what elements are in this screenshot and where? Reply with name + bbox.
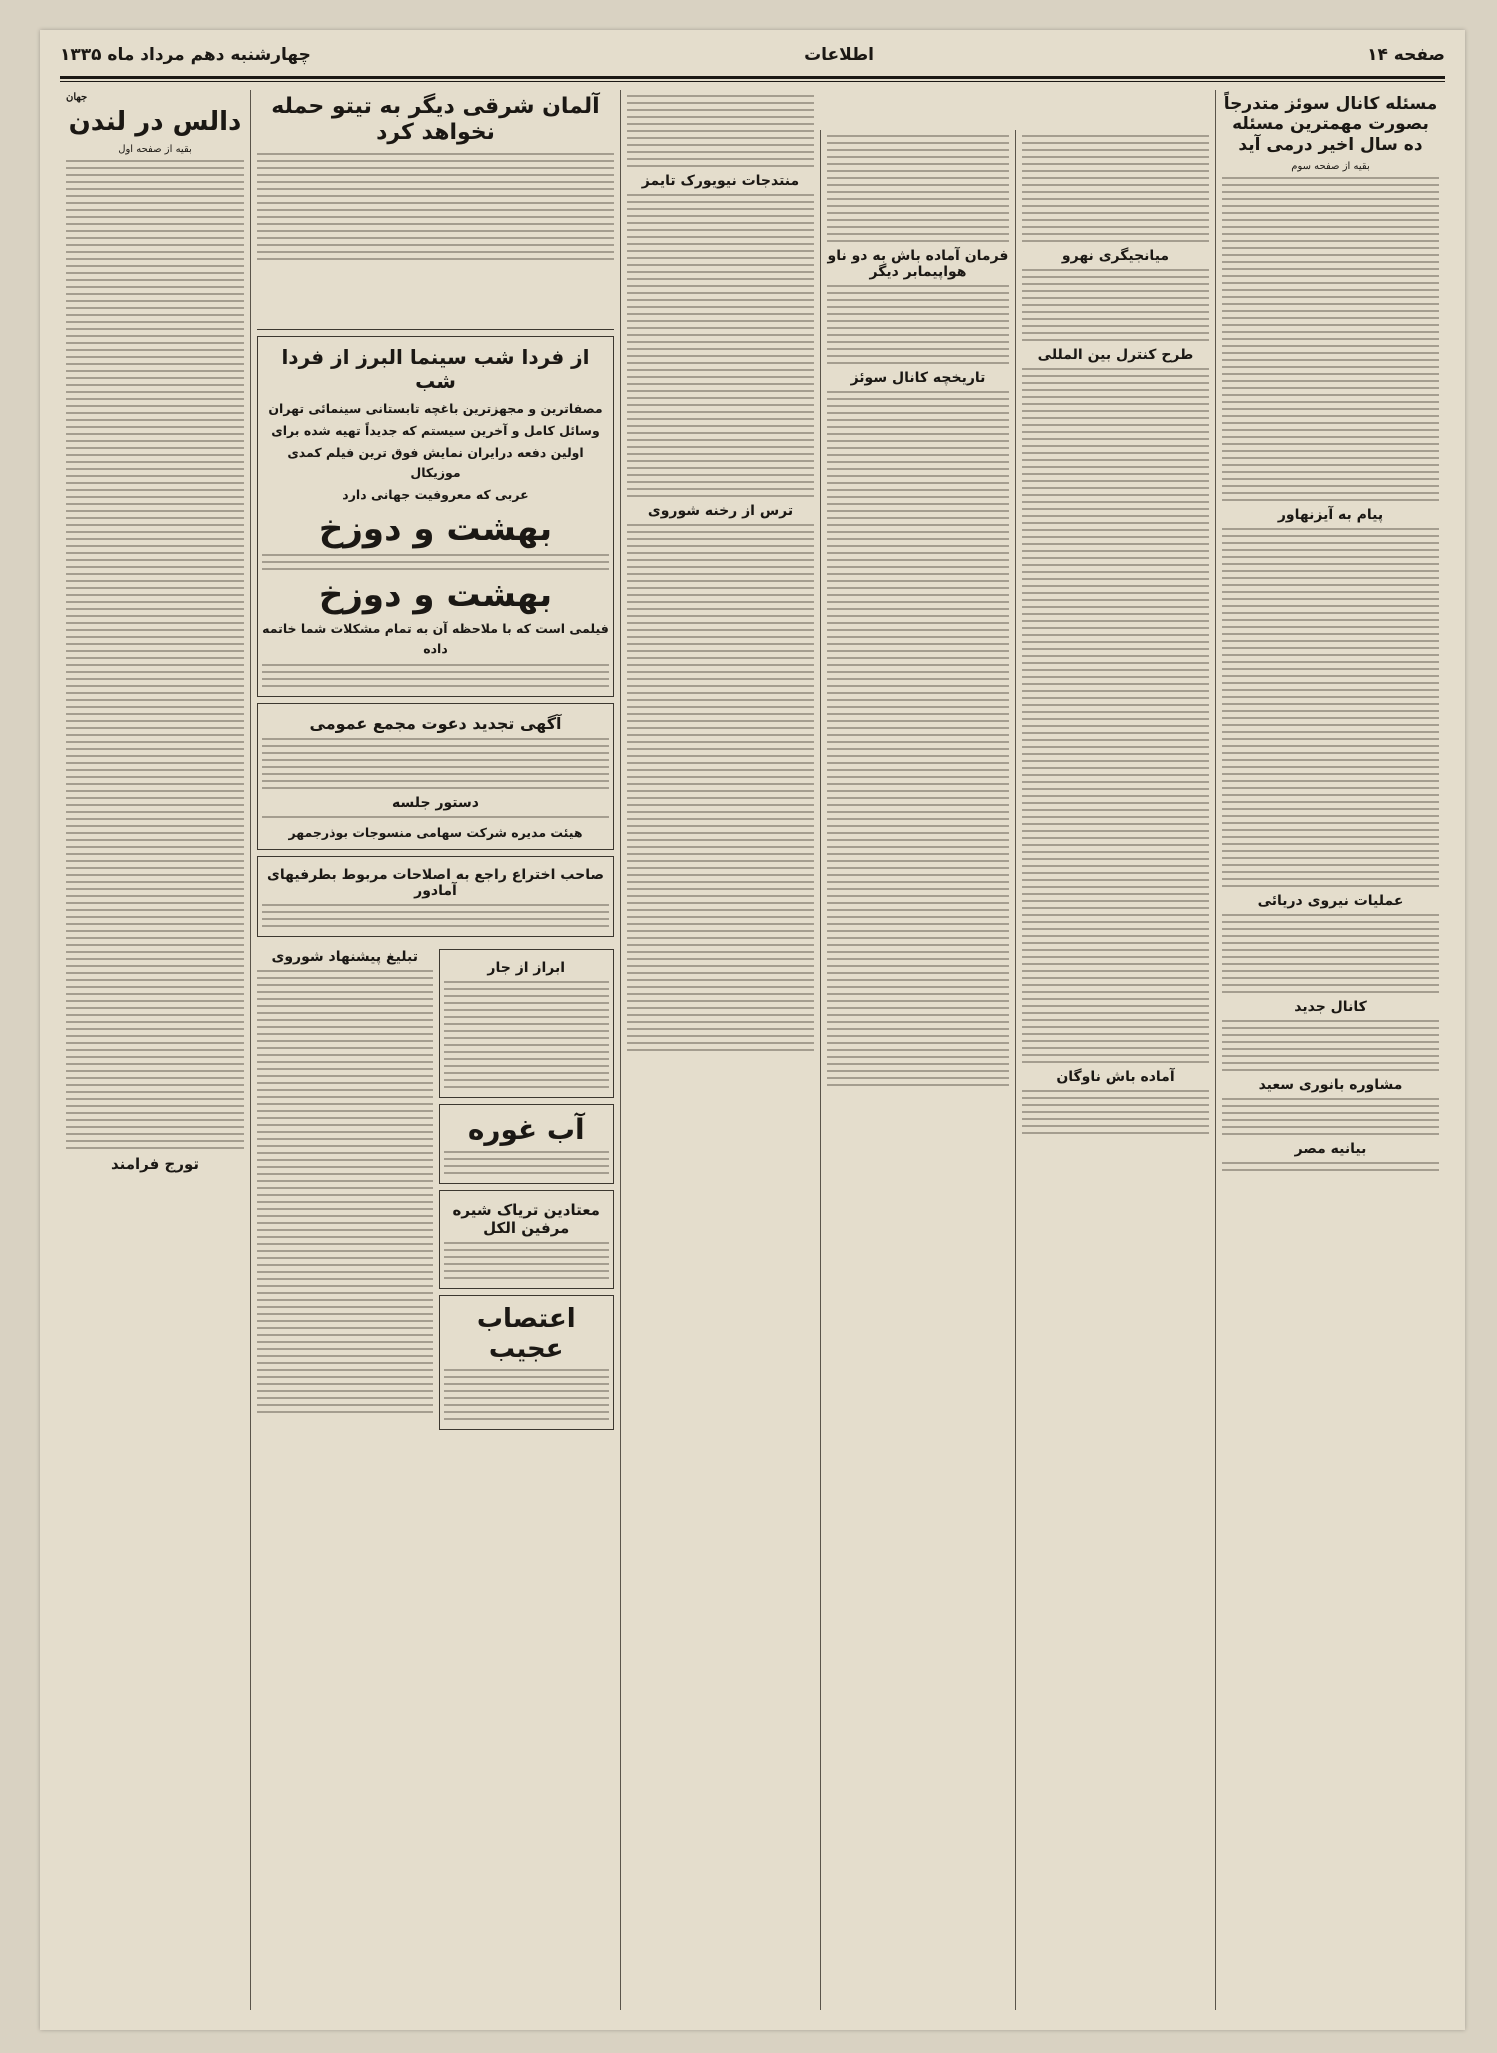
masthead-rule-thin	[60, 81, 1445, 82]
patent-title: صاحب اختراع راجع به اصلاحات مربوط بطرفیهای آمادور	[266, 866, 604, 899]
article-soviet-col	[257, 943, 433, 1436]
ab-ghooreh-title: آب غوره	[467, 1112, 585, 1146]
jar-ad	[439, 949, 615, 1098]
ab-ghooreh-ad	[439, 1104, 615, 1184]
subhead-ready-navy: آماده باش ناوگان	[1056, 1069, 1175, 1085]
cinema-desc-4: عربی که معروفیت جهانی دارد	[342, 486, 529, 502]
subhead-intl-control: طرح کنترل بین المللی	[1037, 347, 1194, 363]
column-6	[60, 90, 250, 2010]
page-number: صفحه ۱۴	[1367, 45, 1445, 65]
small-ads-row	[257, 943, 614, 1436]
column-4	[620, 90, 820, 2010]
masthead-rule	[60, 76, 1445, 79]
masthead	[60, 38, 1445, 72]
subhead-lady-said: مشاوره بانوری سعید	[1258, 1077, 1403, 1094]
continuation-note: بقیه از صفحه سوم	[1291, 161, 1370, 173]
issue-date: چهارشنبه دهم مرداد ماه ۱۳۳۵	[60, 45, 311, 65]
strike-ad	[439, 1295, 615, 1430]
subhead-message: پیام به آیزنهاور	[1277, 507, 1384, 524]
dulles-continuation: بقیه از صفحه اول	[118, 144, 192, 156]
cinema-title: از فردا شب سینما البرز از فردا شب	[281, 344, 590, 393]
opium-title: معتادین تریاک شیره مرفین الکل	[452, 1200, 600, 1237]
column-3	[820, 130, 1015, 2010]
main-headline: مسئله کانال سوئز متدرجاً بصورت مهمترین مسئله ده سال اخیر درمی آید	[1223, 94, 1438, 155]
film-desc: فیلمی است که با ملاحظه آن به تمام مشکلات شما خاتمه داده	[262, 620, 609, 656]
subhead-british-ops: عملیات نیروی دریائی	[1257, 893, 1404, 910]
divider	[257, 329, 614, 330]
subhead-soviet-propaganda: تبلیغ پیشنهاد شوروی	[271, 948, 418, 965]
patent-ad	[257, 856, 614, 937]
film-name-repeat: بهشت و دوزخ	[318, 574, 553, 615]
subhead-history: تاریخچه کانال سوئز	[850, 370, 986, 386]
article-text	[1222, 177, 1439, 2010]
dulles-headline: دالس در لندن	[68, 107, 242, 137]
subhead-nytimes: منتدجات نیویورک تایمز	[641, 173, 800, 189]
paper-name: اطلاعات	[804, 45, 874, 65]
cinema-desc-3: اولین دفعه درایران نمایش فوق ترین فیلم کمدی موزیکال	[287, 444, 584, 480]
jar-title: ابراز از جار	[487, 959, 566, 976]
section-label: جهان	[66, 92, 88, 103]
opium-ad	[439, 1190, 615, 1289]
column-5	[250, 90, 620, 2010]
newspaper-page	[40, 30, 1465, 2030]
assembly-ad	[257, 703, 614, 850]
cinema-desc-2: وسائل کامل و آخرین سیستم که جدیداً تهیه شده برای	[271, 422, 600, 438]
small-ads-right	[439, 943, 615, 1436]
cinema-ad	[257, 336, 614, 697]
cinema-desc-1: مصفاترین و مجهزترین باغچه تابستانی سینمائی تهران	[268, 400, 603, 416]
article-text	[66, 160, 244, 2010]
author-signature: تورج فرامند	[110, 1155, 200, 1174]
column-1	[1215, 90, 1445, 2010]
subhead-order-ready: فرمان آماده باش به دو ناو هواپیمابر دیگر	[827, 248, 1009, 280]
article-text	[827, 135, 1009, 2010]
assembly-title: آگهی تجدید دعوت مجمع عمومی	[309, 713, 562, 733]
subhead-mediation: میانجیگری نهرو	[1061, 248, 1170, 264]
article-text	[627, 95, 814, 2010]
article-text	[1022, 135, 1209, 2010]
strike-title: اعتصاب عجیب	[476, 1303, 576, 1364]
east-germany-headline: آلمان شرقی دیگر به تیتو حمله نخواهد کرد	[271, 94, 600, 146]
subhead-new-canal: کانال جدید	[1294, 999, 1367, 1016]
subhead-egypt: بیانیه مصر	[1294, 1141, 1367, 1158]
article-text	[257, 153, 614, 323]
column-2	[1015, 130, 1215, 2010]
subhead-fear-soviet: ترس از رخنه شوروی	[647, 503, 794, 519]
film-name: بهشت و دوزخ	[318, 508, 553, 549]
agenda-title: دستور جلسه	[392, 794, 479, 811]
agenda-signature: هیئت مدیره شرکت سهامی منسوجات بوذرجمهر	[288, 824, 583, 840]
